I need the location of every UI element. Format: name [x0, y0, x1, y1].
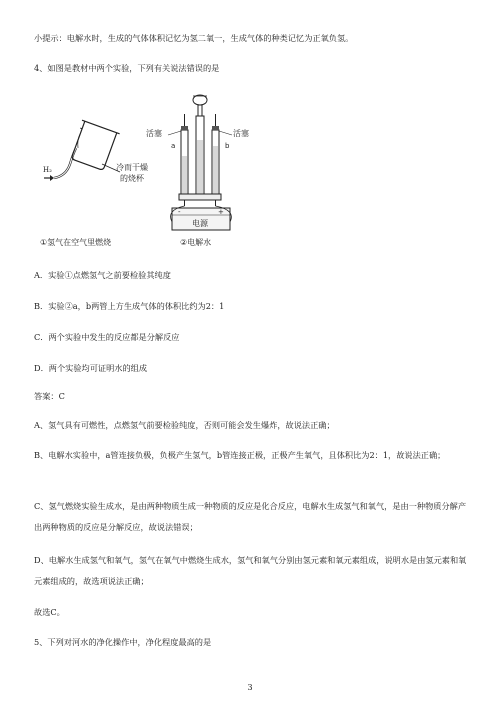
- question-4-stem: 4、如图是教材中两个实验，下列有关说法错误的是: [34, 63, 220, 73]
- option-c: C．两个实验中发生的反应都是分解反应: [34, 332, 180, 342]
- question-5-stem: 5、下列对河水的净化操作中，净化程度最高的是: [34, 637, 212, 647]
- answer-line: 答案：C: [34, 391, 65, 401]
- caption-electrolysis: ②电解水: [180, 238, 212, 247]
- valve-right-label: 活塞: [233, 129, 249, 138]
- caption-hydrogen-burning: ①氢气在空气里燃烧: [40, 238, 112, 247]
- plus-label: +: [218, 208, 224, 216]
- option-b: B．实验②a，b两管上方生成气体的体积比约为2：1: [34, 301, 225, 311]
- explanation-c: C、氢气燃烧实验生成水，是由两种物质生成一种物质的反应是化合反应，电解水生成氢气和氧气，是由一种物质分解产出两种物质的反应是分解反应，故说法错误；: [34, 501, 467, 532]
- explanation-a: A、氢气具有可燃性，点燃氢气前要检验纯度，否则可能会发生爆炸，故说法正确；: [34, 420, 335, 430]
- power-label: 电源: [192, 219, 208, 228]
- tip-text: 小提示：电解水时，生成的气体体积记忆为氢二氧一，生成气体的种类记忆为正氧负氢。: [34, 33, 354, 43]
- minus-label: -: [178, 208, 181, 216]
- explanation-d: D、电解水生成氢气和氧气，氢气在氧气中燃烧生成水，氢气和氧气分别由氢元素和氧元素组成，说明水是由氢元素和氧元素组成的，故选项说法正确；: [34, 555, 467, 586]
- tube-b-label: b: [225, 142, 230, 150]
- conclusion-line: 故选C。: [34, 607, 65, 617]
- beaker-label-line1: 冷而干燥: [116, 163, 148, 172]
- hydrogen-burning-diagram: [44, 120, 120, 181]
- valve-left-label: 活塞: [146, 129, 162, 138]
- h2-label: H₂: [43, 166, 52, 174]
- tube-a-label: a: [171, 142, 176, 150]
- beaker-label-line2: 的烧杯: [120, 174, 144, 183]
- option-a: A．实验①点燃氢气之前要检验其纯度: [34, 270, 171, 280]
- page-number: 3: [247, 683, 253, 692]
- option-d: D．两个实验均可证明水的组成: [34, 363, 148, 373]
- explanation-b: B、电解水实验中，a管连接负极，负极产生氢气，b管连接正极，正极产生氧气，且体积比为2：1，故说法正确；: [34, 450, 446, 460]
- experiment-figure: [40, 86, 300, 256]
